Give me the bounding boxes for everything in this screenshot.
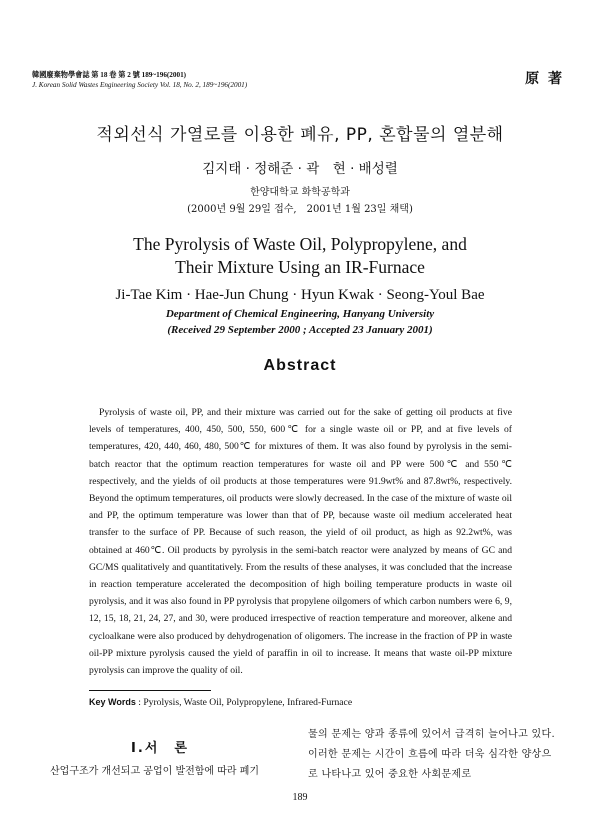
affiliation-korean: 한양대학교 화학공학과 (250, 187, 350, 198)
title-korean: 적외선식 가열로를 이용한 폐유, PP, 혼합물의 열분해 (96, 125, 504, 145)
body-column-left: 산업구조가 개선되고 공업이 발전함에 따라 폐기 (50, 766, 260, 777)
body-column-right: 물의 문제는 양과 종류에 있어서 급격히 늘어나고 있다. 이러한 문제는 시간이 흐름에 따라 더욱 심각한 양상으로 나타나고 있어 중요한 사회문제로 (308, 729, 555, 780)
keywords-label: Key Words (89, 697, 136, 707)
journal-header (32, 70, 247, 90)
section-heading-introduction: Ⅰ.서 론 (131, 741, 189, 756)
journal-line-ko: 韓國廢棄物學會誌 第 18 卷 第 2 號 189~196(2001) (32, 71, 187, 79)
title-english (0, 233, 600, 279)
keywords-line (89, 697, 352, 708)
keywords-divider (89, 690, 211, 691)
title-english-line2: Their Mixture Using an IR-Furnace (175, 257, 425, 277)
authors-english: Ji-Tae Kim · Hae-Jun Chung · Hyun Kwak · Seong-Youl Bae (115, 287, 485, 303)
abstract-heading: Abstract (263, 357, 337, 374)
department-english: Department of Chemical Engineering, Hanyang University (165, 308, 435, 320)
received-korean: (2000년 9월 29일 접수, 2001년 1월 23일 채택) (187, 204, 413, 215)
authors-korean: 김지태 · 정해준 · 곽 현 · 배성렬 (202, 161, 398, 177)
keywords-values: Pyrolysis, Waste Oil, Polypropylene, Infrared-Furnace (143, 697, 353, 708)
received-english: (Received 29 September 2000 ; Accepted 23 January 2001) (167, 324, 433, 336)
article-type-badge: 原 著 (525, 71, 564, 87)
title-english-line1: The Pyrolysis of Waste Oil, Polypropylene, and (133, 234, 467, 254)
journal-line-en: J. Korean Solid Wastes Engineering Society Vol. 18, No. 2, 189~196(2001) (32, 81, 248, 89)
page-number: 189 (292, 792, 308, 803)
abstract-body: Pyrolysis of waste oil, PP, and their mixture was carried out for the sake of getting oil products at five levels of temperatures, 400, 450, 500, 550, 600℃ for a single waste oil or PP, and at five levels of temperatures, 420, 440, 460, 480, 500℃ for mixtures of them. It was also found by pyrolysis in the semi-batch reactor that the optimum reaction temperatures for waste oil and PP were 500℃ and 550℃ respectively, and the yields of oil products at those temperatures were 91.9wt% and 87.8wt%, respectively. Beyond the optimum temperatures, oil products were slowly decreased. In the case of the mixture of waste oil and PP, the optimum temperature was lower than that of PP, because waste oil medium accelerated heat transfer to the surface of PP. Because of such reason, the yield of oil product, as high as 92.2wt%, was obtained at 460℃. Oil products by pyrolysis in the semi-batch reactor were analyzed by means of GC and GC/MS qualitatively and quantitatively. From the results of these analyses, it was concluded that the increase in reaction temperature accelerated the decomposition of high boiling temperature products in waste oil pyrolysis, and it was also found in PP pyrolysis that propylene oilgomers of which carbon numbers were 6, 9, 12, 15, 18, 21, 24, 27, and 30, were produced irrespective of reaction temperature and moreover, alkene and cycloalkane were also produced by dehydrogenation of oligomers. The increase in the fraction of PP in waste oil-PP mixture pyrolysis caused the yield of paraffin in oil to increase. It means that waste oil-PP mixture pyrolysis can improve the quality of oil. (89, 407, 512, 677)
keywords-separator: : (138, 697, 141, 708)
